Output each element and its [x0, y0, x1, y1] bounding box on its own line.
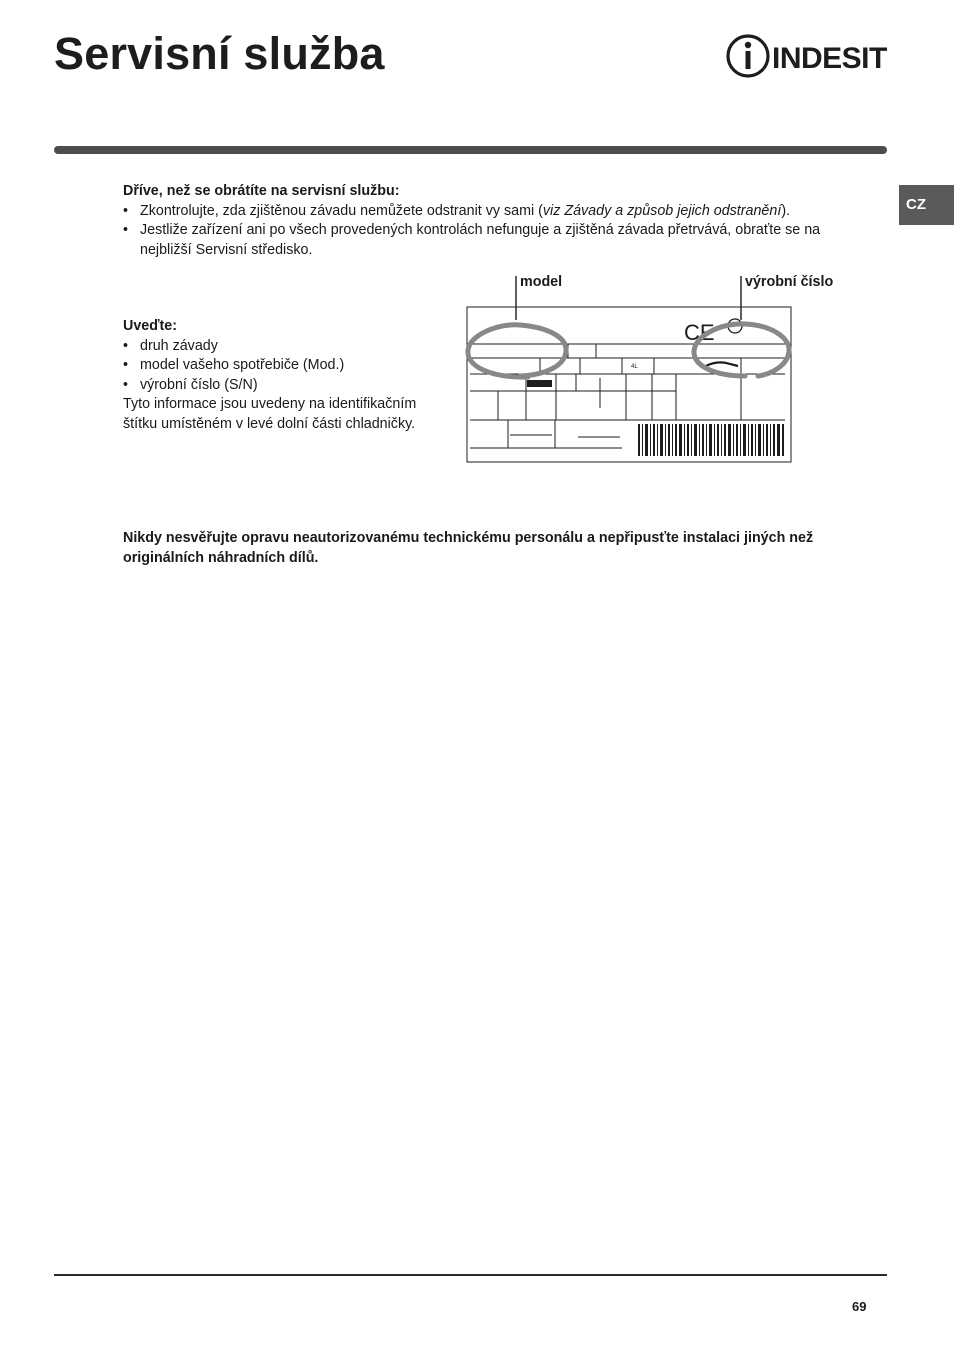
- provide-section: [123, 317, 423, 434]
- provide-heading: Uveďte:: [123, 318, 177, 334]
- language-tab: CZ: [899, 185, 954, 225]
- plate-outline: [467, 307, 791, 462]
- bullet1-end: ).: [781, 202, 791, 219]
- provide-list: [123, 337, 423, 396]
- warning-text: Nikdy nesvěřujte opravu neautorizovanému technickému personálu a nepřipusťte instalaci jiných než originálních náhradních dílů.: [123, 530, 814, 566]
- svg-text:4L: 4L: [631, 364, 638, 370]
- barcode: [638, 424, 784, 456]
- brand-name: INDESIT: [772, 42, 887, 75]
- list-item: • model vašeho spotřebiče (Mod.): [123, 356, 423, 376]
- rating-plate-diagram: [460, 272, 800, 472]
- serial-number-label: výrobní číslo: [745, 274, 834, 290]
- refrigerant-icon: [706, 362, 738, 366]
- model-highlight-circle: [468, 325, 566, 377]
- title-divider: [54, 146, 887, 154]
- list-item: • výrobní číslo (S/N): [123, 376, 423, 396]
- page-number: 69: [852, 1299, 867, 1314]
- intro-list: [123, 202, 863, 261]
- page-title: Servisní služba: [54, 28, 385, 79]
- list-item: [123, 202, 863, 222]
- footer-divider: [54, 1274, 887, 1276]
- model-label: model: [520, 274, 563, 290]
- energy-class-block: [527, 380, 552, 387]
- indesit-logo: [724, 32, 890, 80]
- intro-heading: Dříve, než se obrátíte na servisní službu:: [123, 183, 400, 199]
- ce-mark: CE: [684, 320, 715, 345]
- list-item: • Jestliže zařízení ani po všech provedených kontrolách nefunguje a zjištěná závada přetrvává, obraťte se na nejbližší Servisní středisko.: [123, 221, 863, 260]
- provide-note: Tyto informace jsou uvedeny na identifikačním štítku umístěném v levé dolní části chladničky.: [123, 396, 417, 432]
- list-item: • druh závady: [123, 337, 423, 357]
- serial-highlight-circle: [694, 324, 789, 376]
- intro-section: [123, 182, 863, 260]
- bullet1-text: Zkontrolujte, zda zjištěnou závadu nemůžete odstranit vy sami (: [140, 202, 543, 219]
- bullet1-reference: viz Závady a způsob jejich odstranění: [542, 202, 782, 219]
